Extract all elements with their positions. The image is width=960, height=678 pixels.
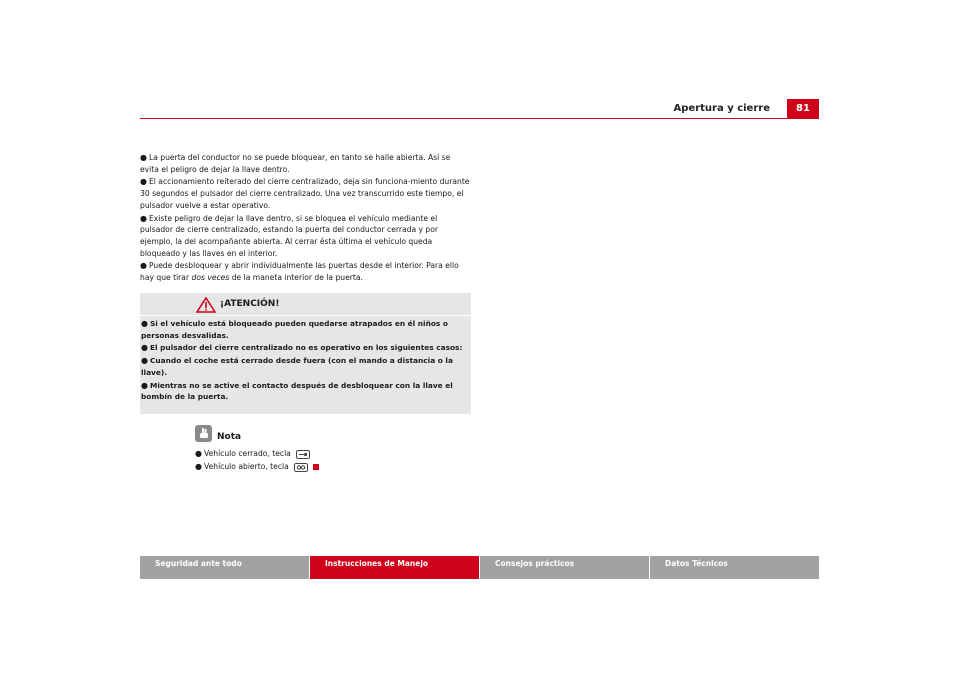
section-end-marker bbox=[313, 464, 319, 470]
header-rule bbox=[140, 118, 819, 119]
bullet-text: El accionamiento reiterado del cierre centralizado, deja sin funciona-miento durante 30 segundos el pulsador del cierre centralizado. Una vez transcurrido este tiempo, el pulsador vuelve a estar operativo. bbox=[140, 177, 470, 210]
bullet-paragraph bbox=[140, 176, 470, 211]
bullet-icon: ● bbox=[140, 213, 147, 223]
bullet-icon: ● bbox=[141, 319, 148, 328]
warning-item-text: Mientras no se active el contacto después de desbloquear con la llave el bombín de la puerta. bbox=[141, 380, 453, 402]
note-item-text: Vehículo cerrado, tecla bbox=[203, 449, 291, 458]
bullet-paragraph bbox=[140, 152, 470, 175]
warning-item-text: El pulsador del cierre centralizado no es operativo en los siguientes casos: bbox=[149, 343, 463, 353]
bullet-text-italic: dos veces bbox=[191, 273, 230, 283]
tab-seguridad[interactable]: Seguridad ante todo bbox=[140, 556, 309, 579]
warning-item bbox=[141, 342, 469, 354]
lock-key-icon bbox=[296, 450, 310, 459]
bullet-icon: ● bbox=[141, 343, 148, 353]
note-item bbox=[195, 460, 445, 473]
warning-box bbox=[140, 293, 471, 414]
warning-item bbox=[141, 318, 469, 341]
unlock-key-icon bbox=[294, 463, 308, 472]
warning-item-text: Cuando el coche está cerrado desde fuera (con el mando a distancia o la llave). bbox=[141, 356, 453, 377]
bullet-icon: ● bbox=[140, 153, 147, 162]
tab-consejos[interactable]: Consejos prácticos bbox=[480, 556, 649, 579]
warning-triangle-icon bbox=[196, 297, 216, 313]
header-title: Apertura y cierre bbox=[673, 103, 770, 114]
warning-divider bbox=[140, 315, 471, 316]
warning-item-text: Si el vehículo está bloqueado pueden quedarse atrapados en él niños o personas desvalidas. bbox=[141, 319, 448, 340]
note-body bbox=[195, 447, 445, 473]
bullet-paragraph bbox=[140, 213, 470, 260]
note-item bbox=[195, 447, 445, 460]
bullet-text: La puerta del conductor no se puede bloquear, en tanto se halle abierta. Así se evita el peligro de dejar la llave dentro. bbox=[140, 153, 451, 174]
footer-nav bbox=[140, 556, 819, 579]
warning-item bbox=[141, 380, 469, 403]
warning-body bbox=[141, 318, 469, 404]
bullet-text: Existe peligro de dejar la llave dentro, si se bloquea el vehículo mediante el pulsador de cierre centralizado, estando la puerta del conductor cerrada y por ejemplo, la del acompañante abierta. Al cerrar ésta última el vehículo queda bloqueado y las llaves en el interior. bbox=[140, 213, 439, 258]
tab-datos[interactable]: Datos Técnicos bbox=[650, 556, 819, 579]
note-item-text: Vehículo abierto, tecla bbox=[203, 462, 289, 471]
tab-instrucciones[interactable]: Instrucciones de Manejo bbox=[310, 556, 479, 579]
warning-header bbox=[140, 293, 471, 315]
bullet-icon: ● bbox=[141, 380, 148, 390]
bullet-paragraph bbox=[140, 260, 470, 283]
warning-item bbox=[141, 355, 469, 378]
main-text bbox=[140, 152, 470, 285]
bullet-text: de la maneta interior de la puerta. bbox=[229, 273, 363, 283]
page-number: 81 bbox=[787, 99, 819, 118]
note-hand-icon bbox=[195, 425, 212, 442]
bullet-icon: ● bbox=[195, 462, 202, 471]
bullet-icon: ● bbox=[195, 449, 202, 458]
bullet-text: Puede desbloquear y abrir individualmente las puertas desde el interior. Para ello hay que tirar bbox=[140, 261, 459, 283]
bullet-icon: ● bbox=[140, 261, 147, 271]
bullet-icon: ● bbox=[140, 177, 147, 187]
warning-title: ¡ATENCIÓN! bbox=[220, 299, 280, 309]
bullet-icon: ● bbox=[141, 356, 148, 366]
note-title: Nota bbox=[217, 432, 242, 442]
